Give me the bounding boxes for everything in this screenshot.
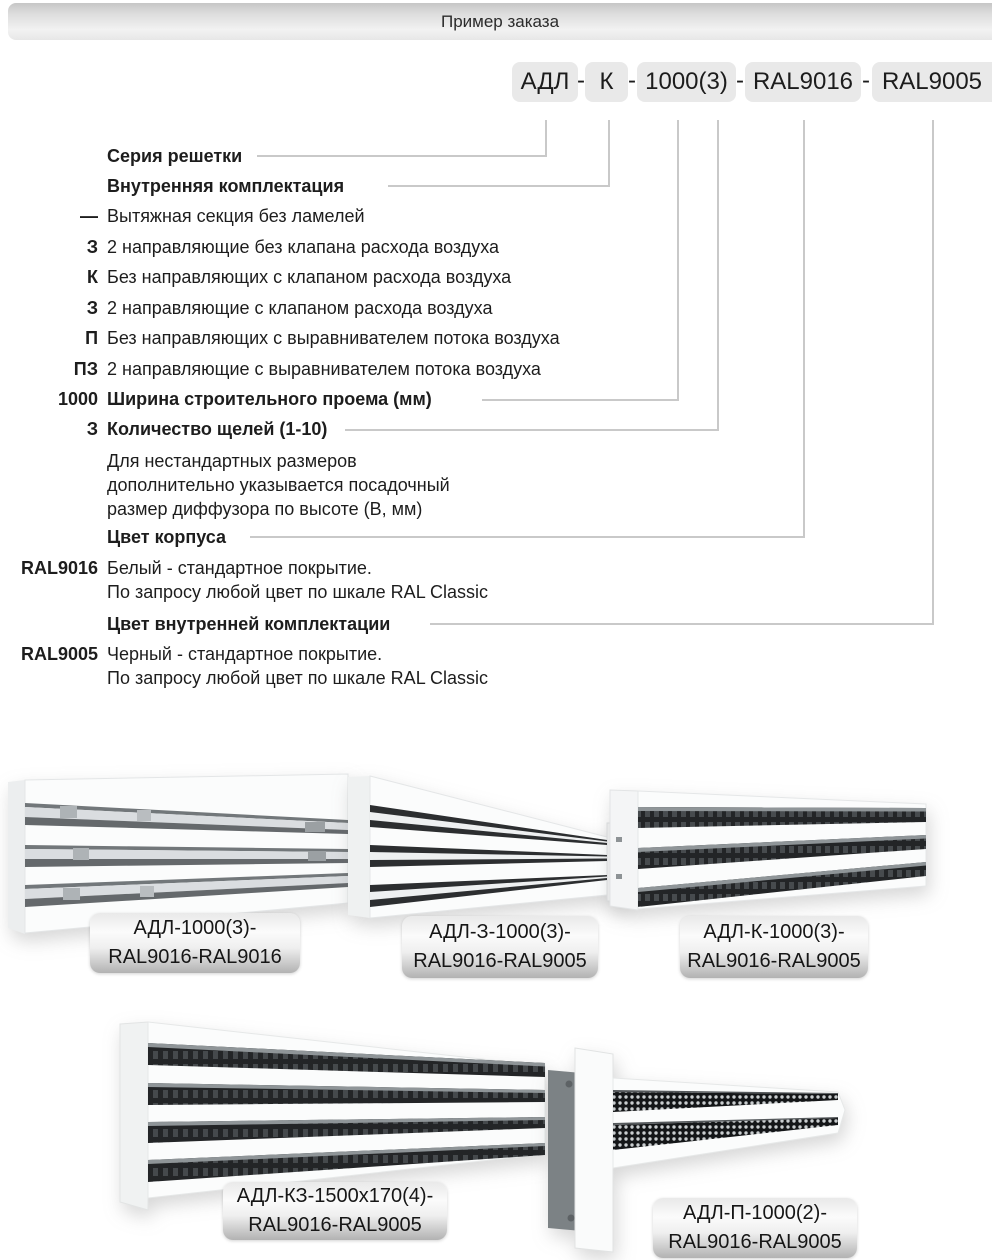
legend-text: По запросу любой цвет по шкале RAL Classic [107,582,489,602]
product-label-line2: RAL9016-RAL9005 [668,1231,842,1253]
legend-prefix: З [86,419,98,439]
legend-row-p [0,328,640,352]
legend-row-z2 [0,298,640,322]
product-label-line1: АДЛ-КЗ-1500х170(4)- [236,1185,434,1207]
connector-vline-width [677,120,679,401]
legend-text: 2 направляющие с клапаном расхода воздуха [107,298,493,318]
legend-row-z1 [0,237,640,261]
lamel-clip [305,822,325,832]
legend-text: Цвет корпуса [107,527,227,547]
legend-row-ral9005 [0,644,640,668]
legend-text: По запросу любой цвет по шкале RAL Classic [107,668,489,688]
legend-note-line3 [0,499,640,523]
legend-prefix: З [86,298,98,318]
code-part-size: 1000(3) [637,62,736,102]
legend-text: дополнительно указывается посадочный [107,475,450,495]
product-label-line1: АДЛ-1000(3)- [133,917,257,939]
grille-side-face [120,1022,148,1210]
code-separator: - [628,67,636,94]
product-label-adl-kz [223,1182,447,1240]
code-part-equipment: К [585,62,628,102]
legend-prefix: 1000 [57,389,98,409]
legend-text: 2 направляющие без клапана расхода воздуха [107,237,500,257]
legend-prefix: З [86,237,98,257]
legend-prefix: П [85,328,98,348]
legend-note-line2 [0,475,640,499]
legend-text: 2 направляющие с выравнивателем потока воздуха [107,359,541,379]
legend-text: Без направляющих с выравнивателем потока воздуха [107,328,560,348]
legend-row-inner-color [0,614,640,638]
screw [568,1215,575,1222]
legend-text: Для нестандартных размеров [107,451,357,471]
legend-note-line1 [0,451,640,475]
legend-row-width [0,389,640,413]
legend-text: Белый - стандартное покрытие. [107,558,372,578]
code-part-body-color: RAL9016 [745,62,861,102]
product-label-line1: АДЛ-П-1000(2)- [683,1202,827,1224]
legend-text: Цвет внутренней комплектации [107,614,391,634]
code-separator: - [577,67,585,94]
code-separator: - [862,67,870,94]
legend-text: Внутренняя комплектация [107,176,345,196]
legend-prefix: ПЗ [73,359,98,379]
product-label-line2: RAL9016-RAL9005 [687,950,861,972]
legend-row-equipment [0,176,640,200]
connector-mark [616,837,622,842]
lamel-clip [73,848,89,860]
connector-vline-slots [717,120,719,431]
connector-vline-body-color [803,120,805,538]
legend-row-ral9005-note [0,668,640,692]
page-title: Пример заказа [440,11,560,31]
product-label-line1: АДЛ-З-1000(3)- [429,921,571,943]
legend-text: Без направляющих с клапаном расхода воздуха [107,267,512,287]
screw [566,1081,573,1088]
product-label-line1: АДЛ-К-1000(3)- [703,921,845,943]
lamel-clip [63,888,80,900]
grille-side-face [8,780,25,934]
legend-prefix: — [80,206,98,226]
legend-row-k [0,267,640,291]
legend-text: Вытяжная секция без ламелей [107,206,365,226]
code-part-series: АДЛ [512,62,578,102]
legend-row-slots [0,419,640,443]
connector-mark [616,874,622,879]
legend-row-none [0,206,640,230]
product-label-line2: RAL9016-RAL9005 [413,950,587,972]
legend-row-ral9016 [0,558,640,582]
header-bar [8,3,992,40]
legend-prefix: К [87,267,98,287]
lamel-clip [140,886,154,897]
lamel-clip [60,806,77,818]
product-label-adl-k [680,916,868,978]
product-label-adl-p [653,1198,857,1258]
product-label-adl-1000-3 [90,913,300,973]
legend-text: Количество щелей (1-10) [107,419,328,439]
legend-row-pz [0,359,640,383]
legend-row-ral9016-note [0,582,640,606]
legend-text: Черный - стандартное покрытие. [107,644,383,664]
grille-side-face [348,776,370,918]
grille-side-panel [575,1048,613,1252]
grille-connector [610,790,638,910]
code-separator: - [736,67,744,94]
lamel-clip [308,851,326,861]
product-label-line2: RAL9016-RAL9005 [248,1214,422,1236]
product-label-line2: RAL9016-RAL9016 [108,946,282,968]
legend-prefix: RAL9005 [20,644,98,664]
product-label-adl-z [402,916,598,978]
lamel-clip [137,810,151,821]
code-part-inner-color: RAL9005 [872,62,992,102]
legend-text: Ширина строительного проема (мм) [107,389,432,409]
legend-text: размер диффузора по высоте (В, мм) [107,499,423,519]
legend-prefix: RAL9016 [20,558,98,578]
legend-row-body-color [0,527,640,551]
legend-row-series [0,146,640,170]
legend-text: Серия решетки [107,146,243,166]
connector-vline-inner-color [932,120,934,625]
